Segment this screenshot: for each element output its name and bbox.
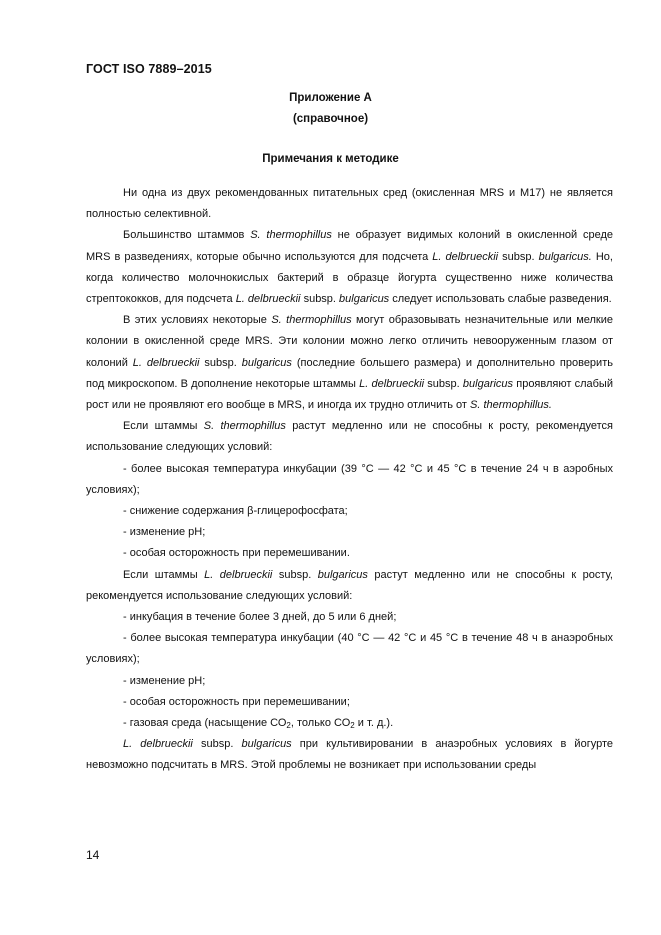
list-item: - инкубация в течение более 3 дней, до 5 или 6 дней; xyxy=(123,611,397,624)
paragraph-6: L. delbrueckii subsp. bulgaricus при культивировании в анаэробных условиях в йогурте невозможно подсчитать в MRS. Этой проблемы не возникает при использовании среды xyxy=(86,738,613,772)
paragraph-3: В этих условиях некоторые S. thermophillus могут образовывать незначительные или мелкие колонии в окисленной среде MRS. Эти колонии можно легко отличить невооруженным глазом от колоний L. delbrueckii subsp. bulgaricus (последние большего размера) и дополнительно проверить под микроскопом. В дополнение некоторые штаммы L. delbrueckii subsp. bulgaricus проявляют слабый рост или не проявляют его вообще в MRS, и иногда их трудно отличить от S. thermophillus. xyxy=(86,314,613,412)
page-number: 14 xyxy=(86,848,100,862)
section-heading: Примечания к методике xyxy=(262,153,399,165)
list-item: - снижение содержания β-глицерофосфата; xyxy=(123,505,348,518)
list-item: - более высокая температура инкубации (40 °С — 42 °С и 45 °С в течение 48 ч в анаэробных условиях); xyxy=(86,632,613,666)
list-item: - более высокая температура инкубации (39 °С — 42 °С и 45 °С в течение 24 ч в аэробных условиях); xyxy=(86,462,613,496)
list-item: - особая осторожность при перемешивании; xyxy=(123,695,350,708)
list-item: - изменение рН; xyxy=(123,674,206,687)
standard-header: ГОСТ ISO 7889–2015 xyxy=(86,62,212,76)
list-item: - газовая среда (насыщение $СО_2$, только $СО_2$ и т. д.). xyxy=(123,717,394,731)
appendix-subtitle: (справочное) xyxy=(292,113,369,125)
body-text xyxy=(86,183,613,777)
paragraph-1: Ни одна из двух рекомендованных питательных сред (окисленная MRS и М17) не является полностью селективной. xyxy=(86,187,613,221)
list-item: - изменение рН; xyxy=(123,526,206,539)
paragraph-2: Большинство штаммов S. thermophillus не образует видимых колоний в окисленной среде MRS в разведениях, которые обычно используются для подсчета L. delbrueckii subsp. bulgaricus. Но, когда количество молочнокислых бактерий в образце йогурта существенно ниже количества стрептококков, для подсчета L. delbrueckii subsp. bulgaricus следует использовать слабые разведения. xyxy=(86,229,613,306)
appendix-title: Приложение А xyxy=(289,92,372,104)
list-item: - особая осторожность при перемешивании. xyxy=(123,547,350,560)
paragraph-5: Если штаммы L. delbrueckii subsp. bulgaricus растут медленно или не способны к росту, рекомендуется использование следующих условий: xyxy=(86,568,613,602)
paragraph-4: Если штаммы S. thermophillus растут медленно или не способны к росту, рекомендуется использование следующих условий: xyxy=(86,420,614,454)
